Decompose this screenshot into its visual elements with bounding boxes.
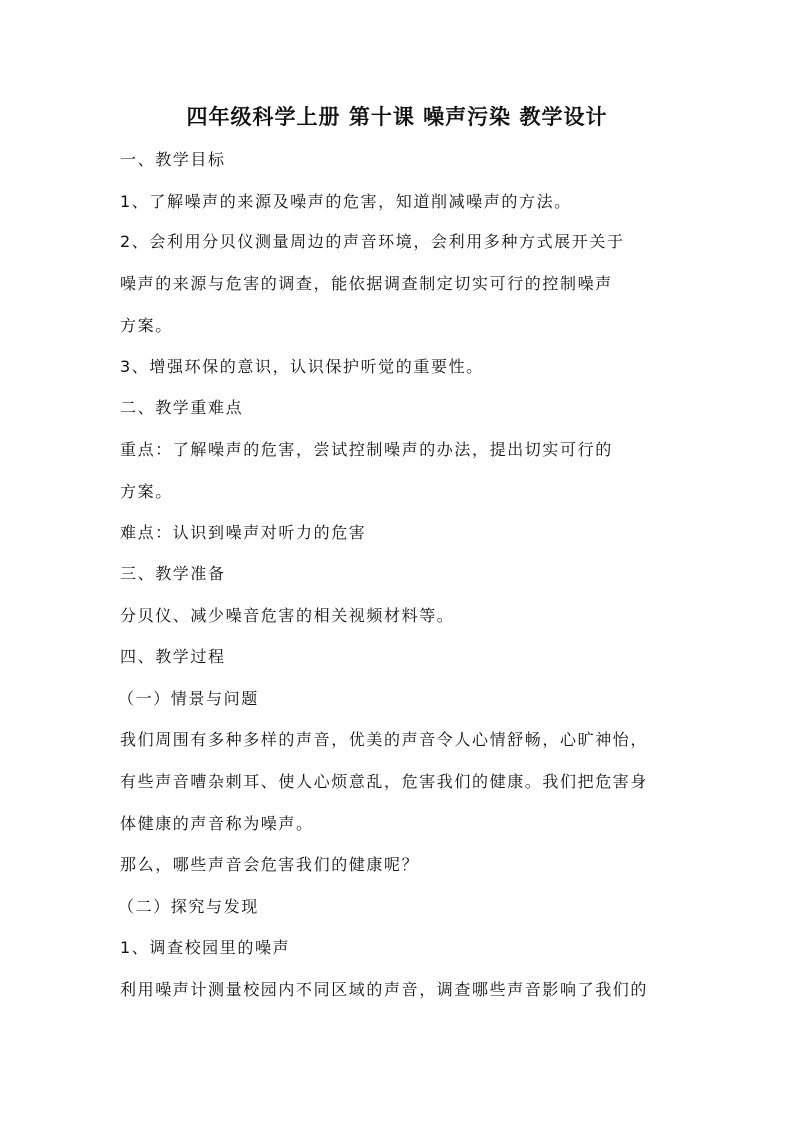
subheading-exploration: （二）探究与发现: [118, 897, 259, 916]
scenario-question: 那么，哪些声音会危害我们的健康呢？: [120, 855, 420, 874]
preparation-materials: 分贝仪、减少噪音危害的相关视频材料等。: [120, 606, 455, 625]
scenario-line-1: 我们周围有多种多样的声音，优美的声音令人心情舒畅，心旷神怡，: [120, 730, 649, 749]
exploration-item-1: 1、调查校园里的噪声: [120, 938, 291, 957]
scenario-line-3: 体健康的声音称为噪声。: [120, 814, 314, 833]
goal-1: 1、了解噪声的来源及噪声的危害，知道削减噪声的方法。: [120, 192, 572, 211]
key-point-line-1: 重点：了解噪声的危害，尝试控制噪声的办法，提出切实可行的: [120, 440, 613, 459]
exploration-item-1-text: 利用噪声计测量校园内不同区域的声音，调查哪些声音影响了我们的: [120, 980, 649, 999]
subheading-scenario: （一）情景与问题: [118, 689, 259, 708]
difficulty-point: 难点：认识到噪声对听力的危害: [120, 523, 367, 542]
key-point-line-2: 方案。: [120, 482, 173, 501]
heading-key-difficulties: 二、教学重难点: [120, 398, 244, 417]
goal-2-line-1: 2、会利用分贝仪测量周边的声音环境，会利用多种方式展开关于: [120, 232, 625, 251]
goal-2-line-3: 方案。: [120, 316, 173, 335]
goal-3: 3、增强环保的意识，认识保护听觉的重要性。: [120, 357, 484, 376]
document-title: 四年级科学上册 第十课 噪声污染 教学设计: [186, 104, 608, 129]
heading-teaching-goals: 一、教学目标: [120, 150, 226, 169]
heading-teaching-process: 四、教学过程: [120, 647, 226, 666]
heading-preparation: 三、教学准备: [120, 564, 226, 583]
scenario-line-2: 有些声音嘈杂刺耳、使人心烦意乱，危害我们的健康。我们把危害身: [120, 772, 649, 791]
goal-2-line-2: 噪声的来源与危害的调查，能依据调查制定切实可行的控制噪声: [120, 274, 613, 293]
